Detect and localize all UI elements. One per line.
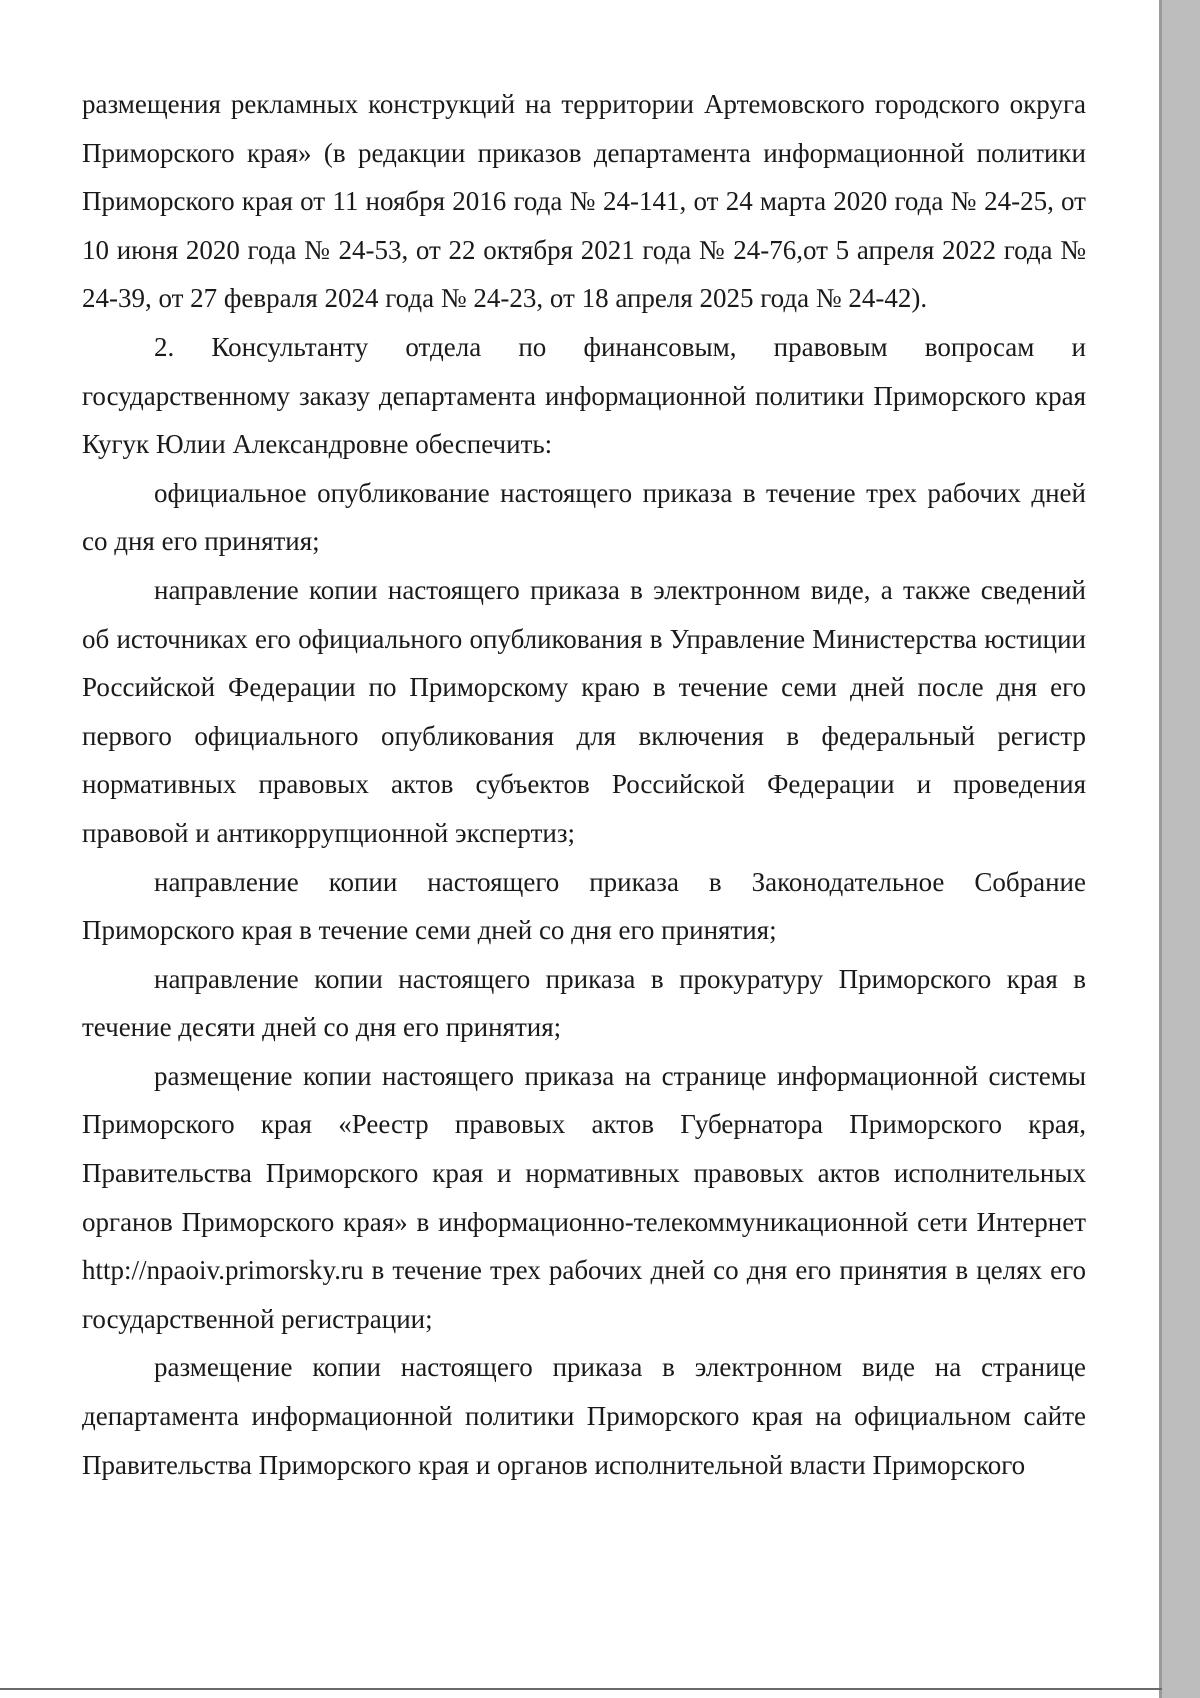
bottom-scan-line [0,1688,1162,1690]
paragraph-website: размещение копии настоящего приказа в электронном виде на странице департамента информационной политики Приморского края на официальном сайте Правительства Приморского края и органов исполнительной власти Приморского [82,1352,1086,1480]
paragraph-continuation: размещения рекламных конструкций на территории Артемовского городского округа Приморского края» (в редакции приказов департамента информационной политики Приморского края от 11 ноября 2016 года № 24-141, от 24 марта 2020 года № 24-25, от 10 июня 2020 года № 24-53, от 22 октября 2021 года № 24-76,от 5 апреля 2022 года № 24-39, от 27 февраля 2024 года № 24-23, от 18 апреля 2025 года № 24-42). [82,89,1086,314]
scan-edge [1162,0,1200,1698]
scan-edge-shadow [1159,0,1162,1698]
paragraph-item-2: 2. Консультанту отдела по финансовым, правовым вопросам и государственному заказу департамента информационной политики Приморского края Кугук Юлии Александровне обеспечить: [82,331,1086,460]
paragraph-official-publication: официальное опубликование настоящего приказа в течение трех рабочих дней со дня его принятия; [82,477,1086,557]
paragraph-ministry-of-justice: направление копии настоящего приказа в электронном виде, а также сведений об источниках его официального опубликования в Управление Министерства юстиции Российской Федерации по Приморскому краю в течение семи дней после дня его первого официального опубликования для включения в федеральный регистр нормативных правовых актов субъектов Российской Федерации и проведения правовой и антикоррупционной экспертиз; [82,574,1086,848]
paragraph-prosecutor: направление копии настоящего приказа в прокуратуру Приморского края в течение десяти дней со дня его принятия; [82,963,1086,1043]
document-body [82,80,1086,1489]
paragraph-legislative-assembly: направление копии настоящего приказа в Законодательное Собрание Приморского края в течение семи дней со дня его принятия; [82,866,1086,946]
paragraph-registry: размещение копии настоящего приказа на странице информационной системы Приморского края «Реестр правовых актов Губернатора Приморского края, Правительства Приморского края и нормативных правовых актов исполнительных органов Приморского края» в информационно-телекоммуникационной сети Интернет http://npaoiv.primorsky.ru в течение трех рабочих дней со дня его принятия в целях его государственной регистрации; [82,1060,1086,1334]
